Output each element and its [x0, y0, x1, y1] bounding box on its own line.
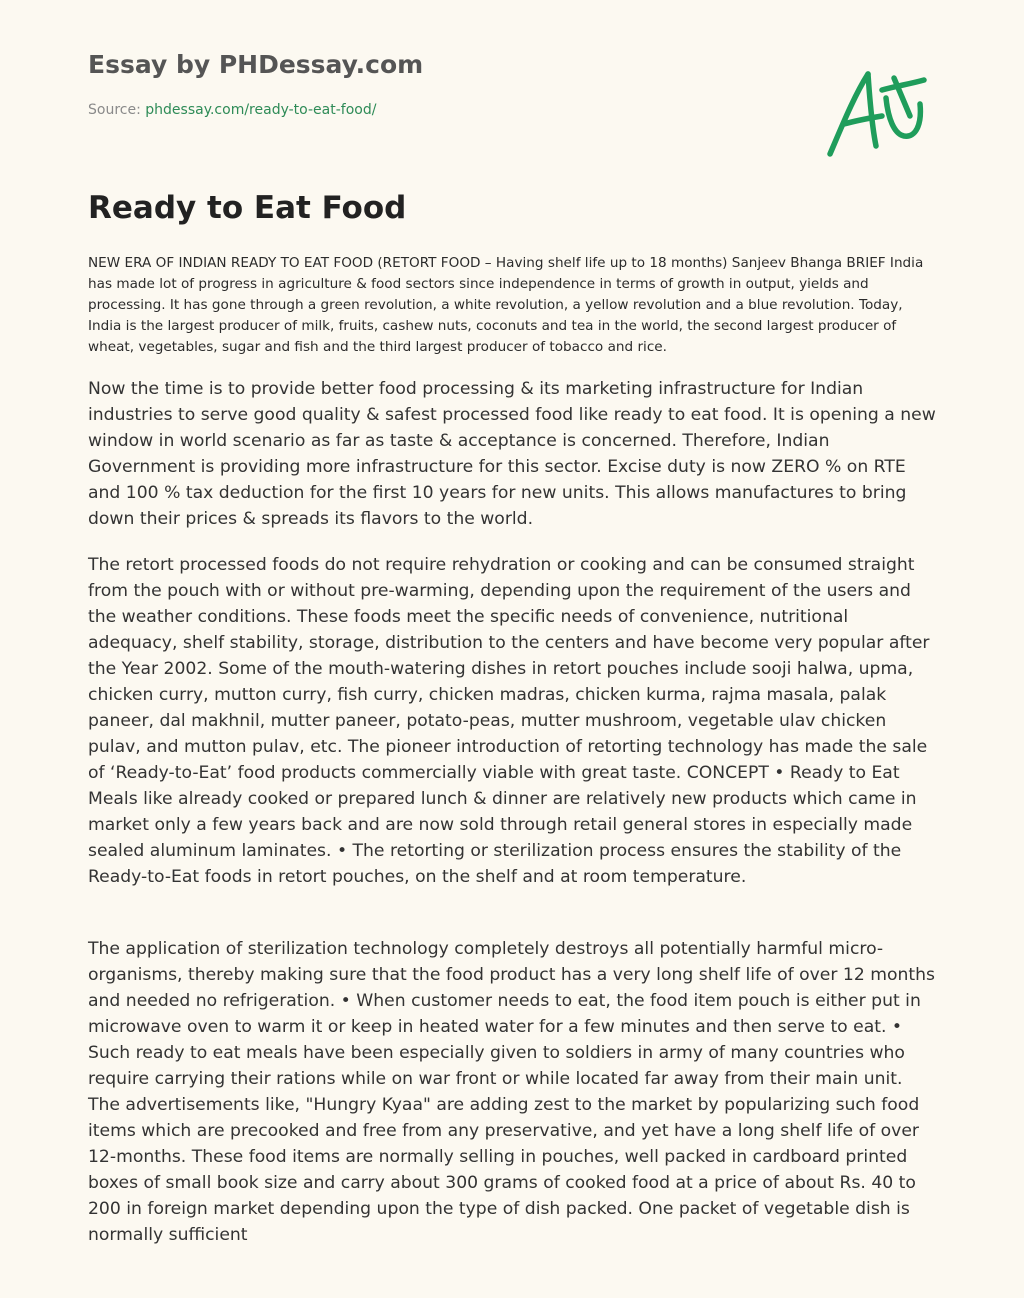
- a-plus-logo-icon: [824, 64, 928, 160]
- source-label: Source:: [88, 102, 146, 118]
- source-line: [88, 102, 376, 118]
- document-title: Ready to Eat Food: [88, 190, 407, 226]
- source-link[interactable]: phdessay.com/ready-to-eat-food/: [145, 102, 377, 118]
- intro-paragraph: NEW ERA OF INDIAN READY TO EAT FOOD (RETORT FOOD – Having shelf life up to 18 months) Sanjeev Bhanga BRIEF India has made lot of progress in agriculture & food sectors since independence in terms of growth in output, yields and processing. It has gone through a green revolution, a white revolution, a yellow revolution and a blue revolution. Today, India is the largest producer of milk, fruits, cashew nuts, coconuts and tea in the world, the second largest producer of wheat, vegetables, sugar and fish and the third largest producer of tobacco and rice.: [88, 255, 924, 355]
- body-paragraph-2: The retort processed foods do not require rehydration or cooking and can be consumed straight from the pouch with or without pre-warming, depending upon the requirement of the users and the weather conditions. These foods meet the specific needs of convenience, nutritional adequacy, shelf stability, storage, distribution to the centers and have become very popular after the Year 2002. Some of the mouth-watering dishes in retort pouches include sooji halwa, upma, chicken curry, mutton curry, fish curry, chicken madras, chicken kurma, rajma masala, palak paneer, dal makhnil, mutter paneer, potato-peas, mutter mushroom, vegetable ulav chicken pulav, and mutton pulav, etc. The pioneer introduction of retorting technology has made the sale of ‘Ready-to-Eat’ food products commercially viable with great taste. CONCEPT • Ready to Eat Meals like already cooked or prepared lunch & dinner are relatively new products which came in market only a few years back and are now sold through retail general stores in especially made sealed aluminum laminates. • The retorting or sterilization process ensures the stability of the Ready-to-Eat foods in retort pouches, on the shelf and at room temperature.: [88, 555, 930, 887]
- body-paragraph-3: The application of sterilization technology completely destroys all potentially harmful micro-organisms, thereby making sure that the food product has a very long shelf life of over 12 months and needed no refrigeration. • When customer needs to eat, the food item pouch is either put in microwave oven to warm it or keep in heated water for a few minutes and then serve to eat. • Such ready to eat meals have been especially given to soldiers in army of many countries who require carrying their rations while on war front or while located far away from their main unit. The advertisements like, "Hungry Kyaa" are adding zest to the market by popularizing such food items which are precooked and free from any preservative, and yet have a long shelf life of over 12-months. These food items are normally selling in pouches, well packed in cardboard printed boxes of small book size and carry about 300 grams of cooked food at a price of about Rs. 40 to 200 in foreign market depending upon the type of dish packed. One packet of vegetable dish is normally sufficient: [88, 939, 935, 1245]
- a-plus-logo: [824, 64, 928, 160]
- site-title: Essay by PHDessay.com: [88, 50, 424, 79]
- body-paragraph-1: Now the time is to provide better food processing & its marketing infrastructure for Indian industries to serve good quality & safest processed food like ready to eat food. It is opening a new window in world scenario as far as taste & acceptance is concerned. Therefore, Indian Government is providing more infrastructure for this sector. Excise duty is now ZERO % on RTE and 100 % tax deduction for the first 10 years for new units. This allows manufactures to bring down their prices & spreads its flavors to the world.: [88, 379, 936, 529]
